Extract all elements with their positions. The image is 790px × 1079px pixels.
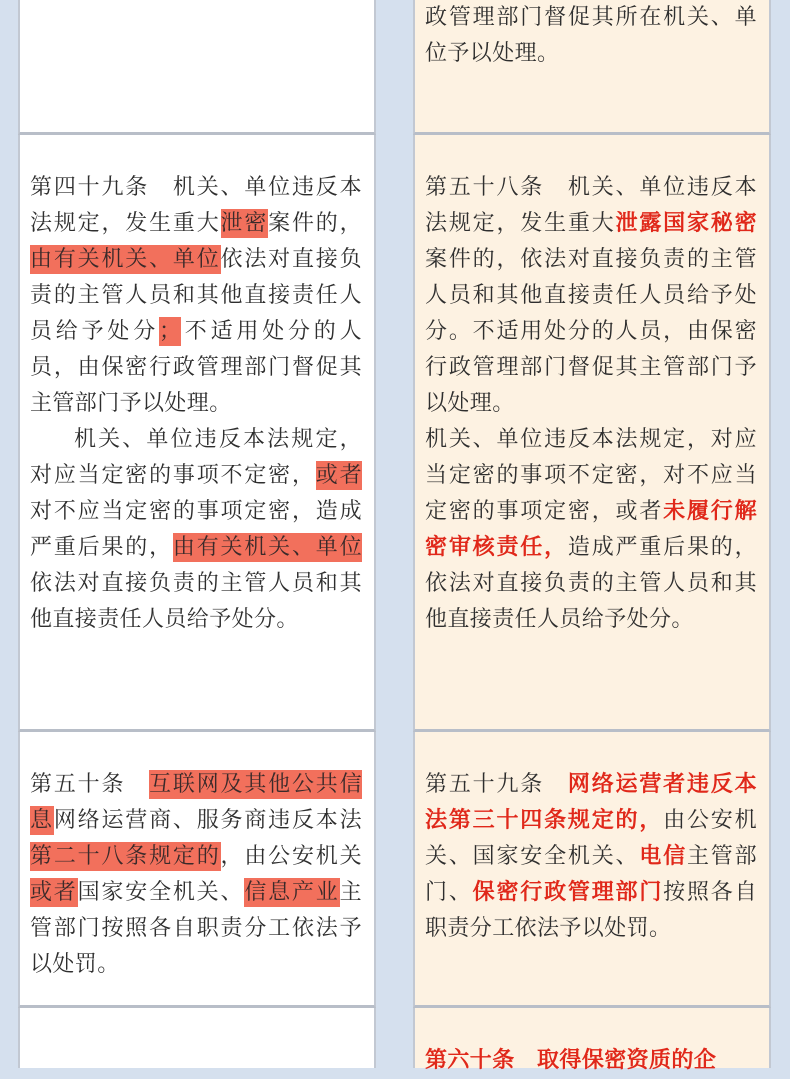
text-run: 机关、单位违反本法规定，对应当定密的事项不定密，	[30, 427, 362, 488]
highlight: 信息产业	[244, 880, 340, 905]
right-article-60	[413, 1008, 771, 1073]
left-article-50	[18, 732, 376, 1008]
text-run: 不适用处分的人员，由保密行政管理部门督促其主管部门予以处理。	[30, 319, 362, 416]
text-run: 造成严重后果的，依法对直接负责的主管人员和其他直接责任人员给予处分。	[425, 535, 757, 632]
red-emphasis: 网络运营者违反本法第三十四条规定的，	[425, 772, 758, 833]
text-run: ，由公安机关	[220, 844, 363, 869]
article-59-paragraph	[425, 767, 757, 947]
article-58-paragraph-1	[425, 170, 757, 422]
highlight: 或者	[315, 463, 362, 488]
text-run: 主管部门按照各自职责分工依法予以处罚。	[30, 880, 362, 977]
left-bottom-cell	[18, 1008, 376, 1068]
text-run: 网络运营商、服务商违反本法	[53, 808, 363, 833]
article-heading: 第五十条	[30, 772, 126, 797]
highlight: ；	[159, 319, 182, 344]
red-emphasis: 泄露国家秘密	[615, 211, 758, 236]
article-60-partial	[425, 1043, 757, 1079]
highlight: 互联网及其他公共信息	[30, 772, 363, 833]
article-49-paragraph-2	[30, 422, 362, 638]
text-run: 按照各自职责分工依法予以处罚。	[425, 880, 757, 941]
text-run: 依法对直接负责的主管人员和其他直接责任人员给予处分。	[30, 571, 362, 632]
article-heading: 第六十条	[425, 1048, 515, 1073]
text-run: 机关、单位违反本法规定，发生重大	[30, 175, 363, 236]
text-run: 对不应当定密的事项定密，造成严重后果的，	[30, 499, 362, 560]
text-run: 国家安全机关、	[77, 880, 245, 905]
text-run: 机关、单位违反本法规定，对应当定密的事项不定密，对不应当定密的事项定密，或者	[425, 427, 757, 524]
article-heading: 第四十九条	[30, 175, 150, 200]
red-emphasis: 取得保密资质的企	[537, 1048, 717, 1073]
red-emphasis: 未履行解密审核责任，	[425, 499, 757, 560]
article-58-paragraph-2	[425, 422, 757, 638]
highlight: 第二十八条规定的	[30, 844, 221, 869]
highlight: 由有关机关、单位	[30, 247, 221, 272]
red-emphasis: 保密行政管理部门	[472, 880, 664, 905]
text-run: 依法对直接负责的主管人员和其他直接责任人员给予处分	[30, 247, 363, 344]
left-article-49	[18, 135, 376, 732]
highlight: 由有关机关、单位	[172, 535, 362, 560]
article-heading: 第五十八条	[425, 175, 545, 200]
text-run: 案件的，依法对直接负责的主管人员和其他直接责任人员给予处分。不适用处分的人员，由保密行政管理部门督促其主管部门予以处理。	[425, 247, 757, 416]
article-50-paragraph	[30, 767, 362, 983]
right-article-58	[413, 135, 771, 732]
text-run: 机关、单位违反本法规定，发生重大	[425, 175, 758, 236]
right-top-text: 政管理部门督促其所在机关、单位予以处理。	[425, 5, 757, 66]
text-run: 由公安机关、国家安全机关、	[425, 808, 757, 869]
text-run: 主管部门、	[425, 844, 757, 905]
right-top-cell	[413, 0, 771, 135]
article-49-paragraph-1	[30, 170, 362, 422]
right-article-59	[413, 732, 771, 1008]
red-emphasis: 电信	[639, 844, 687, 869]
left-top-cell	[18, 0, 376, 135]
text-run: 案件的，	[268, 211, 362, 236]
highlight: 泄密	[220, 211, 269, 236]
highlight: 或者	[30, 880, 78, 905]
article-heading: 第五十九条	[425, 772, 545, 797]
